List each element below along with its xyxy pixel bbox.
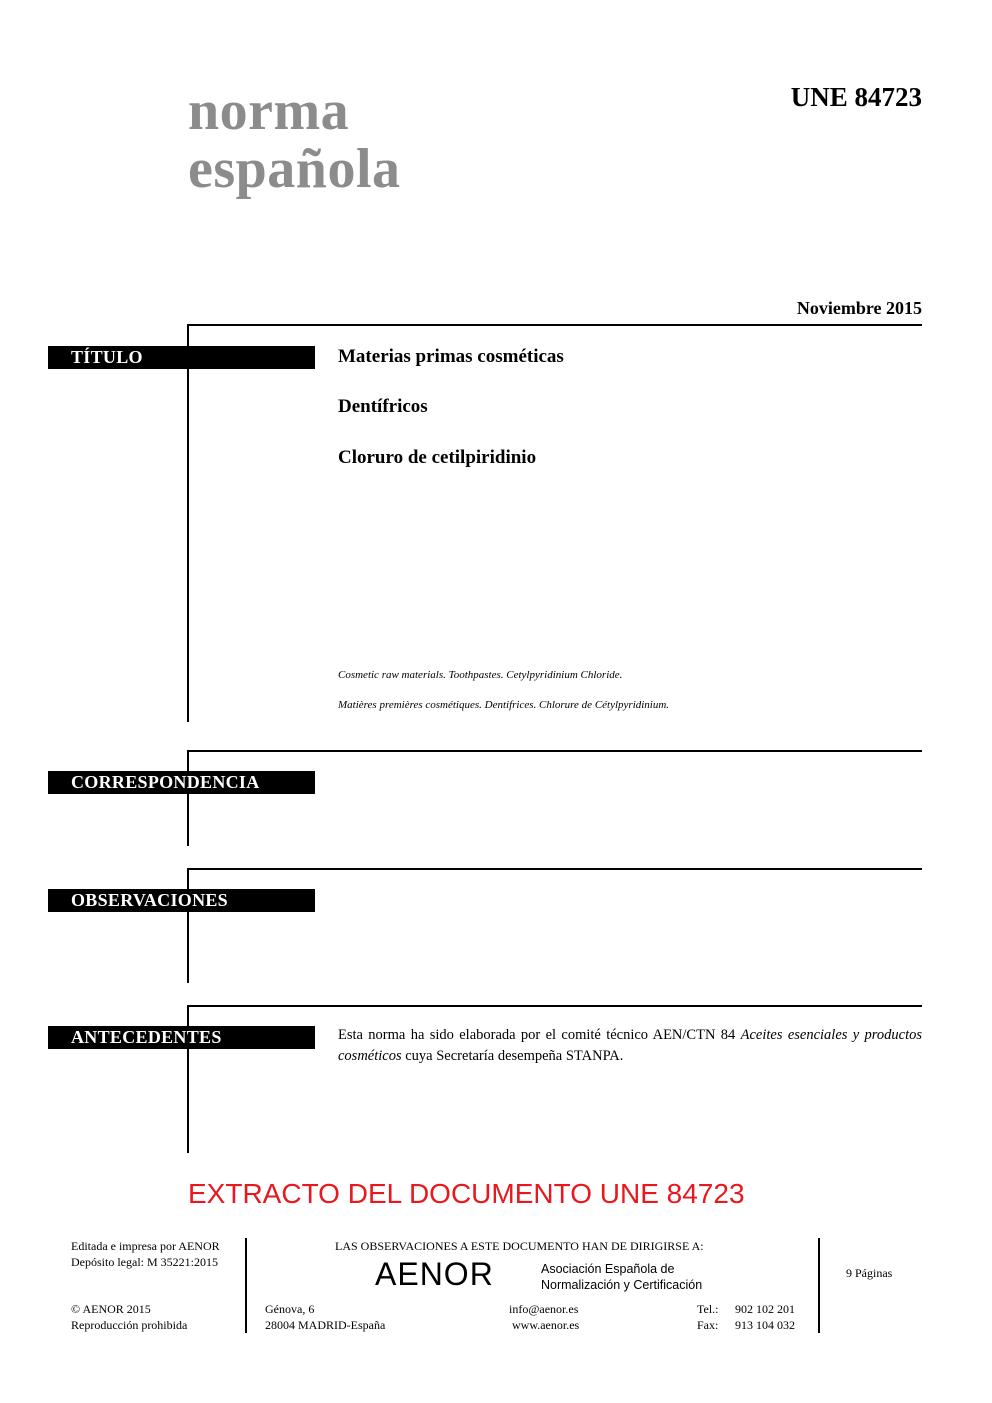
footer-website[interactable]: www.aenor.es xyxy=(512,1318,580,1332)
footer-street: Génova, 6 xyxy=(265,1302,315,1316)
brand-title xyxy=(188,82,401,198)
titulo-top-rule xyxy=(187,324,922,326)
publication-date: Noviembre 2015 xyxy=(796,298,922,318)
footer-edited: Editada e impresa por AENOR xyxy=(71,1239,220,1253)
footer-fax: 913 104 032 xyxy=(735,1318,795,1332)
aenor-logo: AENOR xyxy=(375,1256,494,1292)
observaciones-side-rule xyxy=(187,868,189,983)
title-line-1: Materias primas cosméticas xyxy=(338,346,564,367)
correspondencia-label: CORRESPONDENCIA xyxy=(48,771,315,794)
antecedentes-top-rule xyxy=(187,1005,922,1007)
antecedentes-label: ANTECEDENTES xyxy=(48,1026,315,1049)
footer-separator-left xyxy=(245,1238,247,1333)
brand-line-1: norma xyxy=(188,80,350,142)
titulo-label: TÍTULO xyxy=(48,346,315,369)
footer-tel: 902 102 201 xyxy=(735,1302,795,1316)
title-english: Cosmetic raw materials. Toothpastes. Cetylpyridinium Chloride. xyxy=(338,669,623,681)
footer-separator-right xyxy=(818,1238,820,1333)
title-french: Matières premières cosmétiques. Dentifrices. Chlorure de Cétylpyridinium. xyxy=(338,699,670,711)
footer-tel-label: Tel.: xyxy=(697,1302,719,1316)
aenor-desc-line-1: Asociación Española de xyxy=(541,1262,675,1276)
brand-line-2: española xyxy=(188,138,401,200)
observaciones-label: OBSERVACIONES xyxy=(48,889,315,912)
aenor-desc-line-2: Normalización y Certificación xyxy=(541,1278,703,1292)
footer-pages: 9 Páginas xyxy=(846,1266,893,1280)
titulo-side-rule xyxy=(187,324,189,722)
antecedentes-text-a: Esta norma ha sido elaborada por el comité técnico AEN/CTN 84 xyxy=(338,1027,741,1043)
footer-email[interactable]: info@aenor.es xyxy=(509,1302,579,1316)
title-line-3: Cloruro de cetilpiridinio xyxy=(338,447,537,468)
correspondencia-side-rule xyxy=(187,750,189,846)
observaciones-top-rule xyxy=(187,868,922,870)
footer-deposit: Depósito legal: M 35221:2015 xyxy=(71,1255,218,1269)
antecedentes-text xyxy=(338,1025,922,1067)
correspondencia-top-rule xyxy=(187,750,922,752)
aenor-description xyxy=(541,1261,702,1293)
antecedentes-text-c: cuya Secretaría desempeña STANPA. xyxy=(401,1048,624,1064)
footer-reproduction: Reproducción prohibida xyxy=(71,1318,188,1332)
committee-name: Aceites esenciales y productos cosméticos xyxy=(338,1027,922,1064)
extract-notice: EXTRACTO DEL DOCUMENTO UNE 84723 xyxy=(188,1178,745,1209)
footer-city: 28004 MADRID-España xyxy=(265,1318,386,1332)
footer-copyright: © AENOR 2015 xyxy=(71,1302,151,1316)
footer-fax-label: Fax: xyxy=(697,1318,719,1332)
footer-notice: LAS OBSERVACIONES A ESTE DOCUMENTO HAN DE DIRIGIRSE A: xyxy=(335,1239,704,1253)
standard-code: UNE 84723 xyxy=(790,82,922,112)
title-line-2: Dentífricos xyxy=(338,396,428,417)
